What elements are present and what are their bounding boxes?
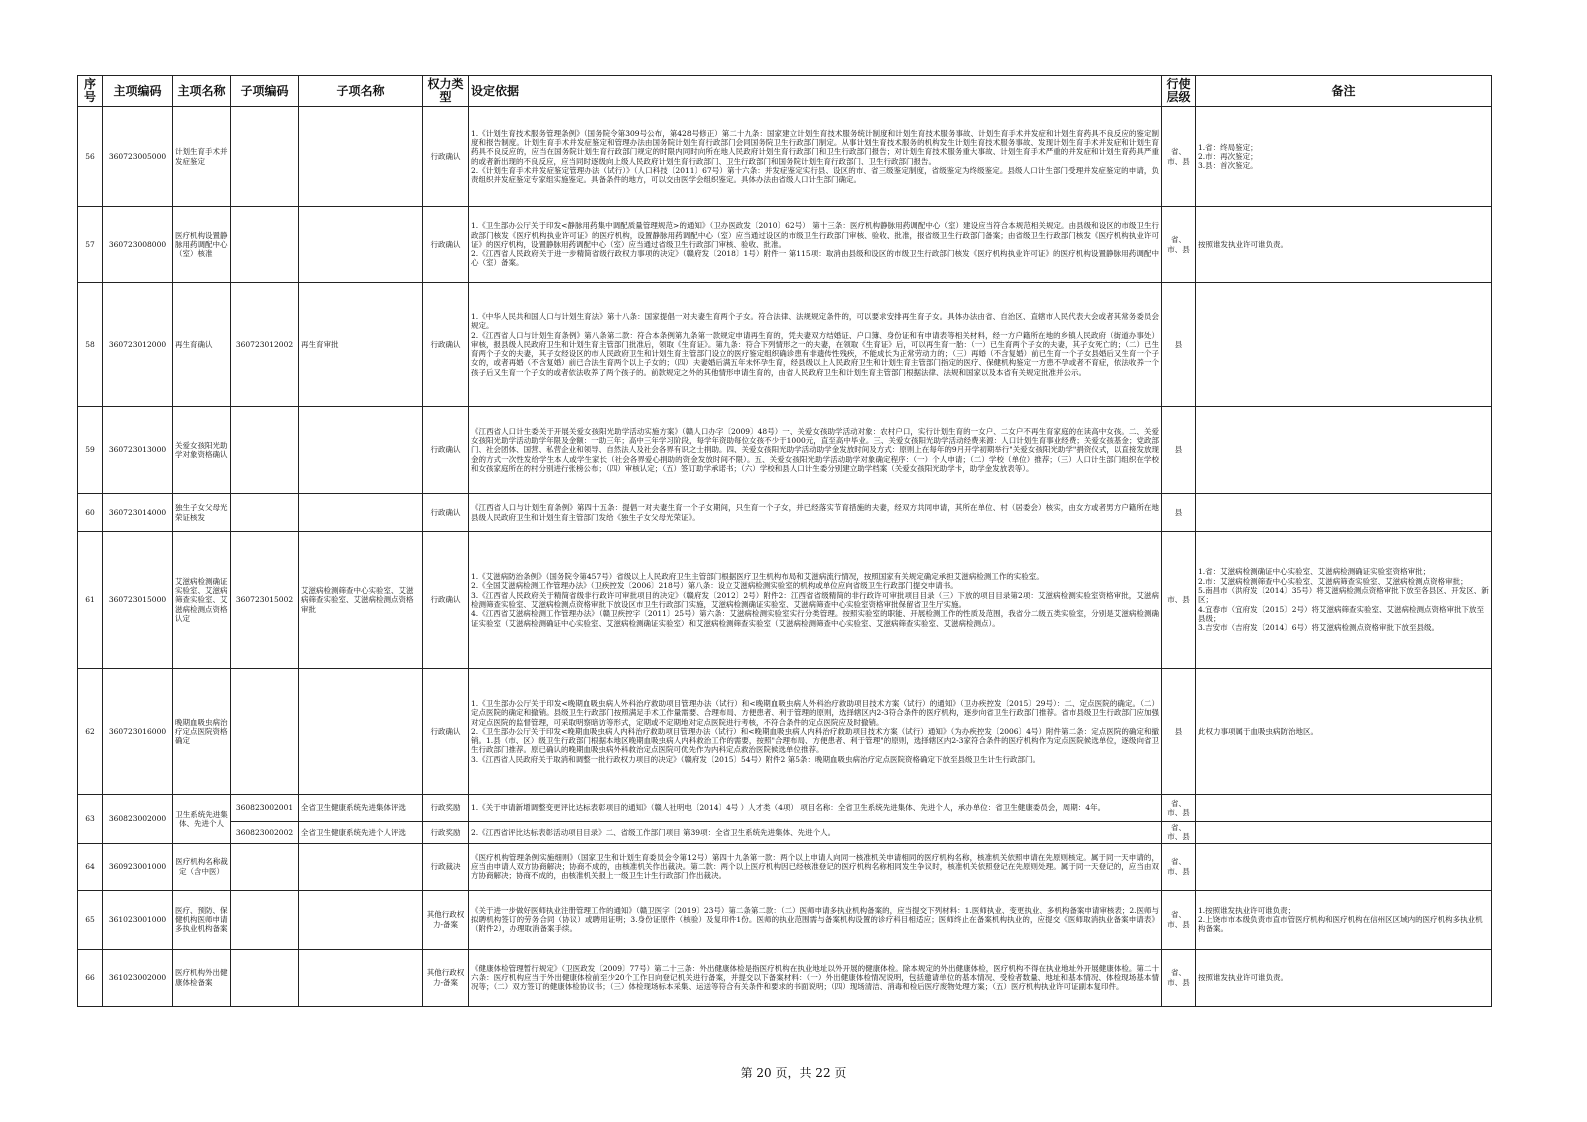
row-basis: 1.《卫生部办公厅关于印发<晚期血吸虫病人外科治疗救助项目管理办法（试行）和<晚期血吸虫病人外科治疗救助项目技术方案（试行）的通知》（卫办疾控发〔2015〕29号）：二、定点医院的确定。（二）定点医院的确定和撤销。县级卫生行政部门按照满足手术工作量需要、合理布局、方便患者、利于管理的原则，选择辖区内2-3符合条件的医疗机构，逐步向省卫生行政部门推荐。省市县级卫生行政部门应加强对定点医院的监督管理，可采取明察暗访等形式，定期或不定期地对定点医院进行考核，不符合条件的定点医院应及时撤销。 2.《卫生部办公厅关于印发<晚期血吸虫病人内科治疗救助项目管理办法（试行）和<晚期血吸虫病人内科治疗救助项目技术方案（试行）通知》（为办疾控发〔2006〕4号）附件第二条：定点医院的确定和撤销。1.县（市、区）级卫生行政部门根据本地区晚期血吸虫病人内科救治工作的需要，按照"合理布局、方便患者、利于管理"的原则，选择辖区内2-3家符合条件的医疗机构作为定点医院候选单位，逐级向省卫生行政部门推荐。原已确认的晚期血吸虫病外科救治定点医院可优先作为内科定点救治医院候选单位推荐。 3.《江西省人民政府关于取消和调整一批行政权力项目的决定》（赣府发〔2015〕54号）附件2 第5条：晚期血吸虫病治疗定点医院资格确定下放至县级卫生计生行政部门。 (469, 669, 1162, 795)
row-basis: 1.《卫生部办公厅关于印发<静脉用药集中调配质量管理规范>的通知》（卫办医政发〔2010〕62号） 第十三条：医疗机构静脉用药调配中心（室）建设应当符合本规范相关规定。由县级和设区的市级卫生行政部门核发《医疗机构执业许可证》的医疗机构，设置静脉用药调配中心（室）应当通过设区的市级卫生行政部门审核、验收、批准，报省级卫生行政部门备案；由省级卫生行政部门核发《医疗机构执业许可证》的医疗机构，设置静脉用药调配中心（室）应当通过省级卫生行政部门审核、验收、批准。 2.《江西省人民政府关于进一步精简省级行政权力事项的决定》（赣府发〔2018〕1号）附件一 第115项：取消由县级和设区的市级卫生行政部门核发《医疗机构执业许可证》的医疗机构设置静脉用药调配中心（室）备案。 (469, 207, 1162, 283)
row-sub-code: 360823002002 (231, 822, 299, 844)
row-power-type: 行政确认 (423, 669, 469, 795)
page-footer: 第 20 页，共 22 页 (740, 1066, 847, 1080)
row-index: 57 (78, 207, 103, 283)
row-basis: 《关于进一步做好医师执业注册管理工作的通知》（赣卫医字〔2019〕23号）第二条第二款：（二）医师申请多执业机构备案的，应当提交下列材料：1.医师执业、变更执业、多机构备案申请审核表；2.医师与拟聘机构签订的劳务合同（协议）或聘用证明；3.身份证原件（核验）及复印件1份。医师的执业范围需与备案机构设置的诊疗科目相适应；医师终止在备案机构执业的，应提交《医师取消执业备案申请表》（附件2），办理取消备案手续。 (469, 890, 1162, 949)
power-list-table (77, 75, 1492, 1007)
header-index: 序号 (78, 76, 103, 107)
row-sub-name (299, 107, 423, 207)
row-note: 1.省：艾滋病检测确证中心实验室、艾滋病检测确证实验室资格审批； 2.市：艾滋病检测筛查中心实验室、艾滋病筛查实验室、艾滋病检测点资格审批； 5.南昌市（洪府发〔2014〕35号）将艾滋病检测点资格审批下放至各县区、开发区、新区； 4.宜春市（宜府发〔2015〕2号）将艾滋病筛查实验室、艾滋病检测点资格审批下放至县级； 3.吉安市（吉府发〔2014〕6号）将艾滋病检测点资格审批下放至县级。 (1196, 532, 1492, 669)
row-note (1196, 283, 1492, 407)
row-power-type: 行政确认 (423, 107, 469, 207)
row-basis: 《医疗机构管理条例实施细则》（国家卫生和计划生育委员会令第12号）第四十九条第一款：两个以上申请人向同一核准机关申请相同的医疗机构名称，核准机关依照申请在先原则核定。属于同一天申请的，应当由申请人双方协商解决；协商不成的，由核准机关作出裁决。第二款：两个以上医疗机构因已经核准登记的医疗机构名称相同发生争议时，核准机关依照登记在先原则处理。属于同一天登记的，应当由双方协商解决；协商不成的，由核准机关报上一级卫生计生行政部门作出裁决。 (469, 843, 1162, 890)
row-main-code: 360723008000 (103, 207, 173, 283)
row-level: 省、市、县 (1162, 822, 1196, 844)
header-main-name: 主项名称 (173, 76, 231, 107)
row-sub-code: 360723015002 (231, 532, 299, 669)
row-note (1196, 795, 1492, 822)
row-power-type: 行政奖励 (423, 822, 469, 844)
row-note: 按照谁发执业许可谁负责。 (1196, 207, 1492, 283)
row-level: 县 (1162, 407, 1196, 494)
row-power-type: 行政确认 (423, 283, 469, 407)
row-basis: 1.《计划生育技术服务管理条例》（国务院令第309号公布，第428号修正）第二十九条：国家建立计划生育技术服务统计制度和计划生育技术服务事故、计划生育手术并发症和计划生育药具不良反应的鉴定制度和报告制度。计划生育手术并发症鉴定和管理办法由国务院计划生育行政部门会同国务院卫生行政部门制定。从事计划生育技术服务的机构发生计划生育技术服务事故、发现计划生育手术并发症和计划生育药具不良反应的，应当在国务院计划生育行政部门规定的时限内同时向所在地人民政府计划生育行政部门和卫生行政部门报告；对计划生育技术服务重大事故、计划生育手术严重的并发症和计划生育药具严重的或者新出现的不良反应，应当同时逐级向上级人民政府计划生育行政部门、卫生行政部门和国务院计划生育行政部门、卫生行政部门报告。 2.《计划生育手术并发症鉴定管理办法（试行）》（人口科技〔2011〕67号）第十六条：并发症鉴定实行县、设区的市、省三级鉴定制度，省级鉴定为终级鉴定。县级人口计生部门受理并发症鉴定的申请，负责组织并发症鉴定专家组实施鉴定。具备条件的地方，可以交由医学会组织鉴定。具体办法由省级人口计生部门确定。 (469, 107, 1162, 207)
row-note: 按照谁发执业许可谁负责。 (1196, 949, 1492, 1006)
row-main-code: 361023002000 (103, 949, 173, 1006)
row-main-name: 再生育确认 (173, 283, 231, 407)
row-basis: 1.《中华人民共和国人口与计划生育法》第十八条：国家提倡一对夫妻生育两个子女。符合法律、法规规定条件的，可以要求安排再生育子女。具体办法由省、自治区、直辖市人民代表大会或者其常务委员会规定。 2.《江西省人口与计划生育条例》第八条第二款：符合本条例第九条第一款规定申请再生育的，凭夫妻双方结婚证、户口簿、身份证和有申请表等相关材料，经一方户籍所在地的乡镇人民政府（街道办事处）审核，报县级人民政府卫生和计划生育主管部门批准后，领取《生育证》。第九条：符合下列情形之一的夫妻，在领取《生育证》后，可以再生育一胎：（一）已生育两个子女的夫妻，其子女死亡的；（二）已生育两个子女的夫妻，其子女经设区的市人民政府卫生和计划生育主管部门设立的医疗鉴定组织确诊患有非遗传性残疾，不能成长为正常劳动力的；（三）再婚（不含复婚）前已生育一个子女县婚后又生育一个子女的，或者再婚（不含复婚）前已合法生育两个以上子女的；（四）夫妻婚后满五年未怀孕生育，经县级以上人民政府卫生和计划生育主管部门指定的医疗、保健机构鉴定一方患不孕或者不育症，依法收养一个孩子后又生育一个子女的或者依法收养了两个孩子的。前款规定之外的其他情形申请生育的，由省人民政府卫生和计划生育主管部门根据法律、法规和国家以及本省有关规定批准并公示。 (469, 283, 1162, 407)
header-sub-name: 子项名称 (299, 76, 423, 107)
row-power-type: 行政确认 (423, 407, 469, 494)
row-main-name: 关爱女孩阳光助学对象资格确认 (173, 407, 231, 494)
row-level: 市、县 (1162, 532, 1196, 669)
row-index: 59 (78, 407, 103, 494)
table-row (78, 822, 1492, 844)
header-power-type: 权力类型 (423, 76, 469, 107)
table-row (78, 207, 1492, 283)
row-main-code: 360723014000 (103, 494, 173, 532)
row-power-type: 行政确认 (423, 207, 469, 283)
row-power-type: 行政奖励 (423, 795, 469, 822)
row-sub-code (231, 949, 299, 1006)
row-level: 省、市、县 (1162, 107, 1196, 207)
row-sub-name (299, 494, 423, 532)
row-sub-name (299, 949, 423, 1006)
row-power-type: 其他行政权力-备案 (423, 949, 469, 1006)
row-sub-code (231, 669, 299, 795)
row-power-type: 其他行政权力-备案 (423, 890, 469, 949)
row-sub-name: 艾滋病检测筛查中心实验室、艾滋病筛查实验室、艾滋病检测点资格审批 (299, 532, 423, 669)
table-row (78, 669, 1492, 795)
row-main-name: 医疗机构外出健康体检备案 (173, 949, 231, 1006)
row-sub-name (299, 669, 423, 795)
row-index: 60 (78, 494, 103, 532)
row-basis: 1.《关于申请新增调整变更评比达标表彰项目的通知》（赣人社明电〔2014〕4号 ）人才类（4项） 项目名称：全省卫生系统先进集体、先进个人，承办单位：省卫生健康委员会，周期：4年。 (469, 795, 1162, 822)
table-row (78, 843, 1492, 890)
row-basis: 《江西省人口与计划生育条例》第四十五条：提倡一对夫妻生育一个子女期间，只生育一个子女，并已经落实节育措施的夫妻，经双方共同申请，其所在单位、村（居委会）核实，由女方或者男方户籍所在地县级人民政府卫生和计划生育主管部门发给《独生子女父母光荣证》。 (469, 494, 1162, 532)
row-note (1196, 822, 1492, 844)
row-index: 64 (78, 843, 103, 890)
row-note (1196, 407, 1492, 494)
row-main-name: 卫生系统先进集体、先进个人 (173, 795, 231, 844)
header-basis: 设定依据 (469, 76, 1162, 107)
row-basis: 《健康体检管理暂行规定》（卫医政发〔2009〕77号）第二十三条：外出健康体检是指医疗机构在执业地址以外开展的健康体检。除本规定的外出健康体检，医疗机构不得在执业地址外开展健康体检。第二十六条：医疗机构应当于外出健康体检前至少20个工作日向登记机关进行备案，并提交以下备案材料：（一）外出健康体检情况说明，包括邀请单位的基本情况、受检者数量、地址和基本情况、体检现场基本情况等；（二）双方签订的健康体检协议书；（三）体检现场标本采集、运送等符合有关条件和要求的书面说明；（四）现场清洁、消毒和检后医疗废物处理方案；（五）医疗机构执业许可证副本复印件。 (469, 949, 1162, 1006)
row-main-code: 360723012000 (103, 283, 173, 407)
row-level: 省、市、县 (1162, 843, 1196, 890)
row-main-name: 计划生育手术并发症鉴定 (173, 107, 231, 207)
row-index: 65 (78, 890, 103, 949)
row-main-name: 晚期血吸虫病治疗定点医院资格确定 (173, 669, 231, 795)
row-level: 县 (1162, 494, 1196, 532)
header-sub-code: 子项编码 (231, 76, 299, 107)
row-level: 县 (1162, 283, 1196, 407)
row-note: 此权力事项属于血吸虫病防治地区。 (1196, 669, 1492, 795)
table-row (78, 890, 1492, 949)
row-level: 省、市、县 (1162, 890, 1196, 949)
row-sub-code: 360723012002 (231, 283, 299, 407)
table-row (78, 532, 1492, 669)
row-index: 62 (78, 669, 103, 795)
row-note (1196, 843, 1492, 890)
row-index: 58 (78, 283, 103, 407)
table-row (78, 795, 1492, 822)
header-level: 行使层级 (1162, 76, 1196, 107)
row-main-code: 360823002000 (103, 795, 173, 844)
header-main-code: 主项编码 (103, 76, 173, 107)
row-power-type: 行政确认 (423, 494, 469, 532)
row-sub-code (231, 107, 299, 207)
row-index: 66 (78, 949, 103, 1006)
row-basis: 1.《艾滋病防治条例》（国务院令第457号）省级以上人民政府卫生主管部门根据医疗卫生机构布局和艾滋病流行情况，按照国家有关规定确定承担艾滋病检测工作的实验室。 2.《全国艾滋病检测工作管理办法》（卫疾控发〔2006〕218号）第八条：设立艾滋病检测实验室的机构或单位应向省级卫生行政部门提交申请书。 3.《江西省人民政府关于精简省级非行政许可审批项目的决定》（赣府发〔2012〕2号）附件2：江西省省级精简的非行政许可审批项目目录（三）下放的项目目录第2项：艾滋病检测实验室资格审批，艾滋病检测筛查实验室、艾滋病检测点资格审批下放设区市卫生行政部门实施，艾滋病检测确证实验室、艾滋病筛查中心实验室资格审批保留省卫生厅实施。 4.《江西省艾滋病检测工作管理办法》（赣卫疾控字〔2011〕25号）第六条：艾滋病检测实验室实行分类管理。按照实验室的职能、开展检测工作的性质及范围，我省分二级五类实验室，分别是艾滋病检测确证实验室（艾滋病检测确证中心实验室、艾滋病检测确证实验室）和艾滋病检测筛查实验室（艾滋病检测筛查中心实验室、艾滋病筛查实验室、艾滋病检测点）。 (469, 532, 1162, 669)
row-sub-name: 全省卫生健康系统先进个人评选 (299, 822, 423, 844)
table-row (78, 949, 1492, 1006)
row-main-code: 360723013000 (103, 407, 173, 494)
row-sub-code (231, 407, 299, 494)
row-main-code: 360723016000 (103, 669, 173, 795)
row-note (1196, 494, 1492, 532)
row-basis: 《江西省人口计生委关于开展关爱女孩阳光助学活动实施方案》（赣人口办字〔2009〕48号）一、关爱女孩助学活动对象：农村户口，实行计划生育的一女户、二女户不再生育家庭的在读高中女孩。二、关爱女孩阳光助学活动助学年限及金额：一助三年；高中三年学习阶段，每学年资助每位女孩不少于1000元，直至高中毕业。三、关爱女孩阳光助学活动经费来源：人口计划生育事业经费；关爱女孩基金；党政部门、社会团体、国营、私营企业和领导、自然法人及社会各界有识之士捐助。四、关爱女孩阳光助学活动助学金发放时间及方式：原则上在每年的9月开学初期举行"关爱女孩阳光助学"捐资仪式，以直接发放现金的方式一次性发给学生本人或学生家长（社会各界爱心捐助的资金发放时间不限）。五、关爱女孩阳光助学活动助学对象确定程序：（一）个人申请；（二）学校（单位）推荐；（三）人口计生部门组织在学校和女孩家庭所在的村分别进行张榜公布；（四）审核认定；（五）签订助学承诺书；（六）学校和县人口计生委分别建立助学档案（关爱女孩阳光助学卡，助学金发放表等）。 (469, 407, 1162, 494)
row-level: 省、市、县 (1162, 207, 1196, 283)
row-sub-name (299, 407, 423, 494)
table-row (78, 494, 1492, 532)
row-sub-name: 再生育审批 (299, 283, 423, 407)
row-level: 县 (1162, 669, 1196, 795)
row-main-code: 360723005000 (103, 107, 173, 207)
row-sub-name: 全省卫生健康系统先进集体评选 (299, 795, 423, 822)
row-main-name: 医疗机构名称裁定（含中医） (173, 843, 231, 890)
row-sub-name (299, 890, 423, 949)
row-index: 63 (78, 795, 103, 844)
row-main-code: 360923001000 (103, 843, 173, 890)
row-sub-code (231, 207, 299, 283)
header-note: 备注 (1196, 76, 1492, 107)
row-index: 61 (78, 532, 103, 669)
row-main-code: 361023001000 (103, 890, 173, 949)
row-main-name: 独生子女父母光荣证核发 (173, 494, 231, 532)
table-header-row (78, 76, 1492, 107)
row-sub-code: 360823002001 (231, 795, 299, 822)
row-note: 1.省：终局鉴定； 2.市：再次鉴定； 3.县：首次鉴定。 (1196, 107, 1492, 207)
table-row (78, 283, 1492, 407)
row-sub-name (299, 207, 423, 283)
row-level: 省、市、县 (1162, 949, 1196, 1006)
row-sub-code (231, 890, 299, 949)
row-power-type: 行政确认 (423, 532, 469, 669)
row-sub-code (231, 494, 299, 532)
row-index: 56 (78, 107, 103, 207)
row-sub-name (299, 843, 423, 890)
row-main-name: 艾滋病检测确证实验室、艾滋病筛查实验室、艾滋病检测点资格认定 (173, 532, 231, 669)
row-note: 1.按照谁发执业许可谁负责； 2.上饶市市本级负责市直市管医疗机构和医疗机构在信州区区域内的医疗机构多执业机构备案。 (1196, 890, 1492, 949)
row-main-code: 360723015000 (103, 532, 173, 669)
row-level: 省、市、县 (1162, 795, 1196, 822)
table-row (78, 407, 1492, 494)
table-row (78, 107, 1492, 207)
row-main-name: 医疗、预防、保健机构医师申请多执业机构备案 (173, 890, 231, 949)
row-sub-code (231, 843, 299, 890)
row-basis: 2.《江西省评比达标表彰活动项目目录》二、省级工作部门项目 第39项：全省卫生系统先进集体、先进个人。 (469, 822, 1162, 844)
row-main-name: 医疗机构设置静脉用药调配中心（室）核准 (173, 207, 231, 283)
row-power-type: 行政裁决 (423, 843, 469, 890)
